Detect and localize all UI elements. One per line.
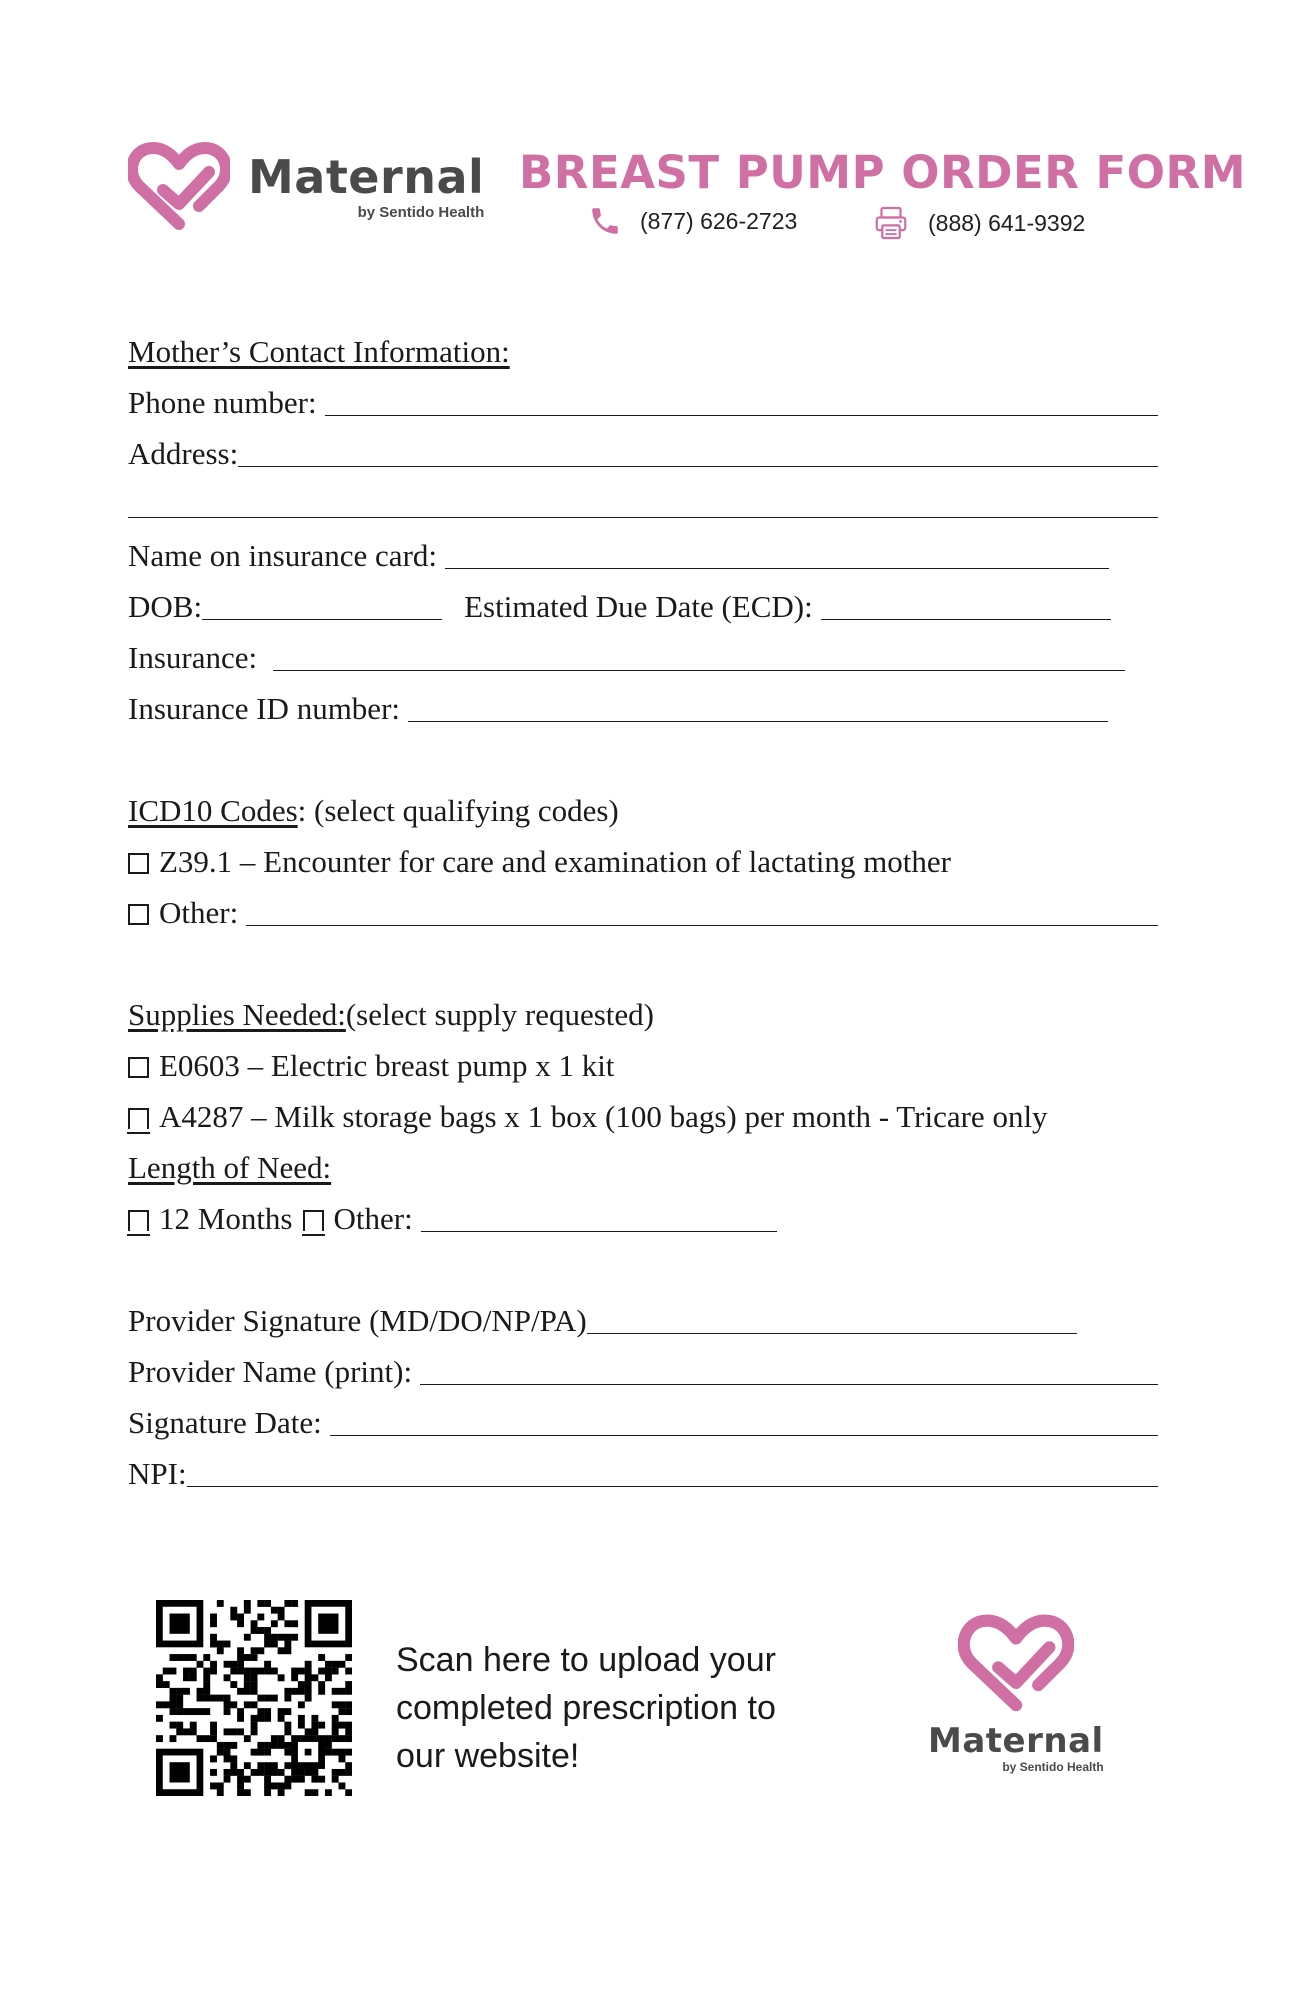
supply-option-a4287 xyxy=(128,1095,1158,1135)
provider-name-row xyxy=(128,1350,1158,1390)
fax-icon xyxy=(872,204,910,242)
supply-e0603-label: E0603 – Electric breast pump x 1 kit xyxy=(159,1048,615,1083)
fax-contact xyxy=(872,204,1085,242)
insurance-label: Insurance: xyxy=(128,640,258,675)
length-options-row xyxy=(128,1197,1158,1237)
logo-name: Maternal xyxy=(248,149,485,204)
icd-option-z39-label: Z39.1 – Encounter for care and examination of lactating mother xyxy=(159,844,951,879)
icd-heading-note: : (select qualifying codes) xyxy=(297,793,619,828)
length-other-label: Other: xyxy=(333,1201,413,1236)
length-heading: Length of Need: xyxy=(128,1150,332,1185)
scan-line-2: completed prescription to xyxy=(396,1689,776,1727)
insurance-row xyxy=(128,636,1158,676)
icd-option-other xyxy=(128,891,1158,931)
insurance-name-label: Name on insurance card: xyxy=(128,538,438,573)
checkbox-a4287[interactable] xyxy=(128,1108,149,1129)
dob-label: DOB: xyxy=(128,589,203,624)
heart-check-logo-icon xyxy=(128,142,230,232)
supplies-heading-note: (select supply requested) xyxy=(345,997,654,1032)
length-heading-row xyxy=(128,1146,1158,1186)
signature-date-label: Signature Date: xyxy=(128,1405,322,1440)
dob-edd-row xyxy=(128,585,1158,625)
phone-icon xyxy=(588,204,622,238)
icd-heading: ICD10 Codes xyxy=(128,793,298,828)
npi-field[interactable] xyxy=(187,1456,1158,1487)
footer-logo-name: Maternal xyxy=(928,1721,1104,1761)
supplies-heading-row xyxy=(128,993,1158,1033)
checkbox-12-months[interactable] xyxy=(128,1210,149,1231)
length-other-field[interactable] xyxy=(421,1201,777,1232)
address-label: Address: xyxy=(128,436,239,471)
address-field[interactable] xyxy=(238,436,1158,467)
edd-label: Estimated Due Date (ECD): xyxy=(464,589,813,624)
supplies-heading: Supplies Needed: xyxy=(128,997,346,1032)
phone-field[interactable] xyxy=(325,385,1158,416)
npi-label: NPI: xyxy=(128,1456,187,1491)
provider-signature-row xyxy=(128,1299,1158,1339)
scan-line-1: Scan here to upload your xyxy=(396,1641,776,1679)
provider-name-field[interactable] xyxy=(420,1354,1158,1385)
insurance-name-field[interactable] xyxy=(445,538,1109,569)
supply-option-e0603 xyxy=(128,1044,1158,1084)
phone-number: (877) 626-2723 xyxy=(640,207,798,234)
logo-tagline: by Sentido Health xyxy=(357,203,485,221)
maternal-logo-footer xyxy=(928,1614,1104,1774)
checkbox-length-other[interactable] xyxy=(303,1210,324,1231)
contact-heading-row xyxy=(128,330,1158,370)
maternal-logo xyxy=(128,142,484,232)
fax-number: (888) 641-9392 xyxy=(928,209,1086,236)
insurance-id-field[interactable] xyxy=(408,691,1108,722)
edd-field[interactable] xyxy=(821,589,1111,620)
insurance-field[interactable] xyxy=(273,640,1125,671)
dob-field[interactable] xyxy=(202,589,442,620)
footer-logo-tagline: by Sentido Health xyxy=(1002,1760,1104,1774)
address-row xyxy=(128,432,1158,472)
address-row-2 xyxy=(128,483,1158,523)
npi-row xyxy=(128,1452,1158,1492)
provider-signature-label: Provider Signature (MD/DO/NP/PA) xyxy=(128,1303,587,1338)
scan-instructions xyxy=(396,1636,876,1780)
phone-row xyxy=(128,381,1158,421)
scan-line-3: our website! xyxy=(396,1737,580,1775)
insurance-name-row xyxy=(128,534,1158,574)
icd-other-field[interactable] xyxy=(246,895,1158,926)
insurance-id-row xyxy=(128,687,1158,727)
contact-heading: Mother’s Contact Information: xyxy=(128,334,510,369)
provider-signature-field[interactable] xyxy=(587,1303,1077,1334)
qr-code[interactable] xyxy=(156,1600,352,1796)
icd-option-z39 xyxy=(128,840,1158,880)
phone-contact xyxy=(588,204,797,238)
checkbox-e0603[interactable] xyxy=(128,1057,149,1078)
checkbox-z39[interactable] xyxy=(128,853,149,874)
heart-check-logo-icon xyxy=(958,1614,1074,1714)
signature-date-row xyxy=(128,1401,1158,1441)
form-title: BREAST PUMP ORDER FORM xyxy=(519,146,1246,199)
length-12-months-label: 12 Months xyxy=(159,1201,293,1236)
signature-date-field[interactable] xyxy=(330,1405,1158,1436)
phone-label: Phone number: xyxy=(128,385,317,420)
checkbox-icd-other[interactable] xyxy=(128,904,149,925)
supply-a4287-label: A4287 – Milk storage bags x 1 box (100 bags) per month - Tricare only xyxy=(159,1099,1048,1134)
icd-other-label: Other: xyxy=(159,895,239,930)
insurance-id-label: Insurance ID number: xyxy=(128,691,401,726)
icd-heading-row xyxy=(128,789,1158,829)
provider-name-label: Provider Name (print): xyxy=(128,1354,413,1389)
address-field-line-2[interactable] xyxy=(128,487,1158,518)
